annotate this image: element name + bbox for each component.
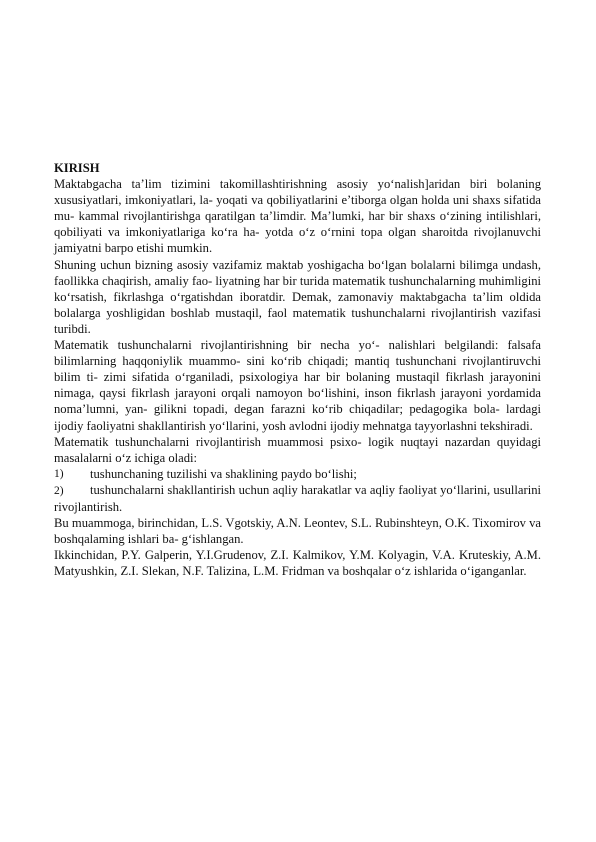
paragraph-directions: Matematik tushunchalarni rivojlantirishning bir necha yo‘- nalishlari belgilandi: falsafa bilimlarning haqqoniylik muammo- sini ko‘rib chiqadi; mantiq tushunchani rivojlantiruvchi bilim ti- zimi sifatida o‘rganiladi, psixologiya har bir bolaning mustaqil fikrlash jarayonini nimaga, qaysi fikrlash jarayoni orqali namoyon bo‘lishini, inson fikrlash jarayoni yordamida noma’lumni, yan- gilikni topadi, degan farazni ko‘rib chiqadilar; pedagogika bola- lardagi ijodiy faoliyatni shakllantirish yo‘llarini, yosh avlodni ijodiy mehnatga tayyorlashni tekshiradi. bbox=[54, 338, 541, 433]
paragraph-tasks: Shuning uchun bizning asosiy vazifamiz maktab yoshigacha bo‘lgan bolalarni bilimga undash, faollikka chaqirish, amaliy fao- liyatning har bir turida matematik tushunchalarning muhimligini ko‘rsatish, fikrlashga o‘rgatishdan iboratdir. Demak, zamonaviy maktabgacha ta’lim oldida bolalarga yoshligidan boshlab mustaqil, faol matematik tushunchalarni rivojlantirish vazifasi turibdi. bbox=[54, 257, 541, 336]
list-item-text: tushunchalarni shakllantirish uchun aqliy harakatlar va aqliy faoliyat yo‘llarini, usullarini rivojlantirish. bbox=[54, 482, 541, 514]
list-item-text: tushunchaning tuzilishi va shaklining paydo bo‘lishi; bbox=[90, 466, 357, 481]
paragraph-psychology: Matematik tushunchalarni rivojlantirish muammosi psixo- logik nuqtayi nazardan quyidagi masalalarni o‘z ichiga oladi: bbox=[54, 434, 541, 465]
list-item-number: 1) bbox=[54, 467, 64, 480]
list-item-number: 2) bbox=[54, 484, 64, 497]
section-heading: KIRISH bbox=[54, 161, 100, 175]
paragraph-intro: Maktabgacha ta’lim tizimini takomillashtirishning asosiy yo‘nalish]aridan biri bolaning xususiyatlari, imkoniyatlari, la- yoqati va qobiliyatlarini e’tiborga olgan holda uni shaxs sifatida mu- kammal rivojlantirishga qaratilgan ta’limdir. Ma’lumki, har bir shaxs o‘zining intilishlari, qobiliyati va imkoniyatlariga ko‘ra ha- yotda o‘z o‘rnini topa olgan sharoitda rivojlanuvchi jamiyatni barpo etishi mumkin. bbox=[54, 177, 541, 256]
paragraph-second-group: Ikkinchidan, P.Y. Galperin, Y.I.Grudenov, Z.I. Kalmikov, Y.M. Kolyagin, V.A. Kruteskiy, A.M. Matyushkin, Z.I. Slekan, N.F. Talizina, L.M. Fridman va boshqalar o‘z ishlarida o‘iganganlar. bbox=[54, 548, 541, 579]
list-item bbox=[54, 466, 541, 482]
document-body bbox=[54, 160, 541, 579]
paragraph-first-group: Bu muammoga, birinchidan, L.S. Vgotskiy, A.N. Leontev, S.L. Rubinshteyn, O.K. Tixomirov va boshqalaming ishlari ba- g‘ishlangan. bbox=[54, 516, 541, 547]
list-item bbox=[54, 482, 541, 515]
